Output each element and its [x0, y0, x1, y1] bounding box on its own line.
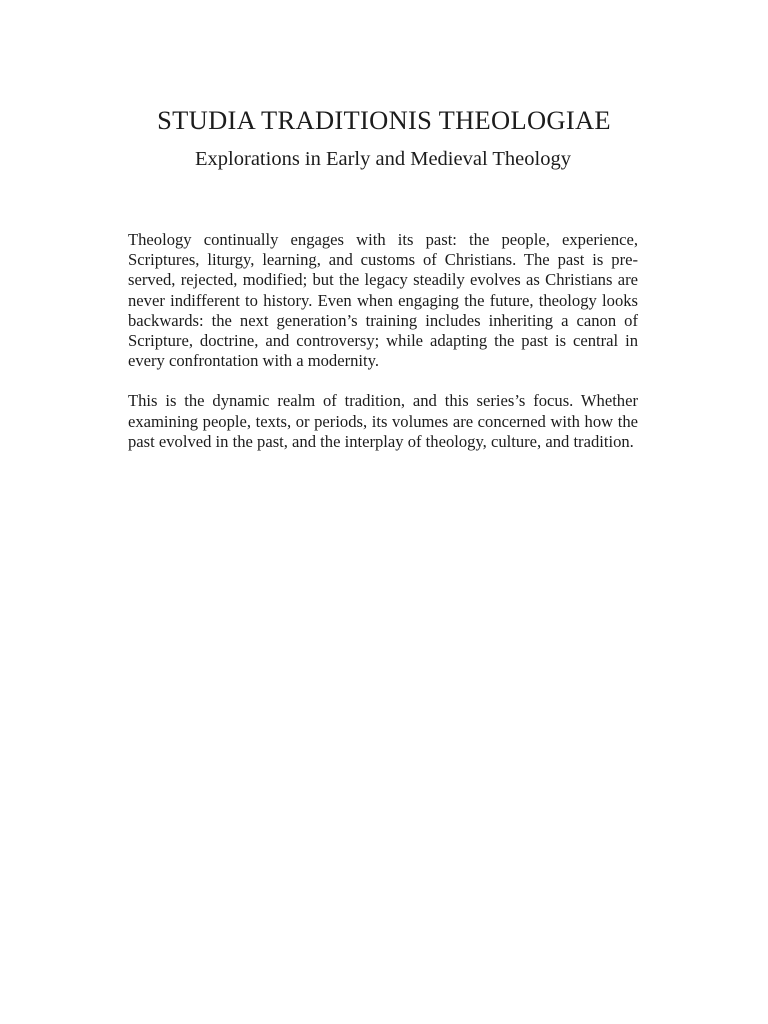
series-title: STUDIA TRADITIONIS THEOLOGIAE	[157, 105, 611, 135]
series-description	[128, 230, 638, 472]
description-paragraph: Theology continually engages with its past: the people, experience, Scriptures, liturgy, learning, and customs of Christians. The past is preserved, rejected, modified; but the legacy steadily evolves as Christians are never indifferent to history. Even when engaging the future, theology looks backwards: the next generation’s training includes inheriting a canon of Scripture, doctrine, and controversy; while adapting the past is central in every confrontation with a modernity.	[128, 230, 638, 371]
series-subtitle: Explorations in Early and Medieval Theology	[195, 148, 571, 170]
description-paragraph: This is the dynamic realm of tradition, and this series’s focus. Whether examining people, texts, or periods, its volumes are concerned with how the past evolved in the past, and the interplay of theology, culture, and tradition.	[128, 391, 638, 451]
